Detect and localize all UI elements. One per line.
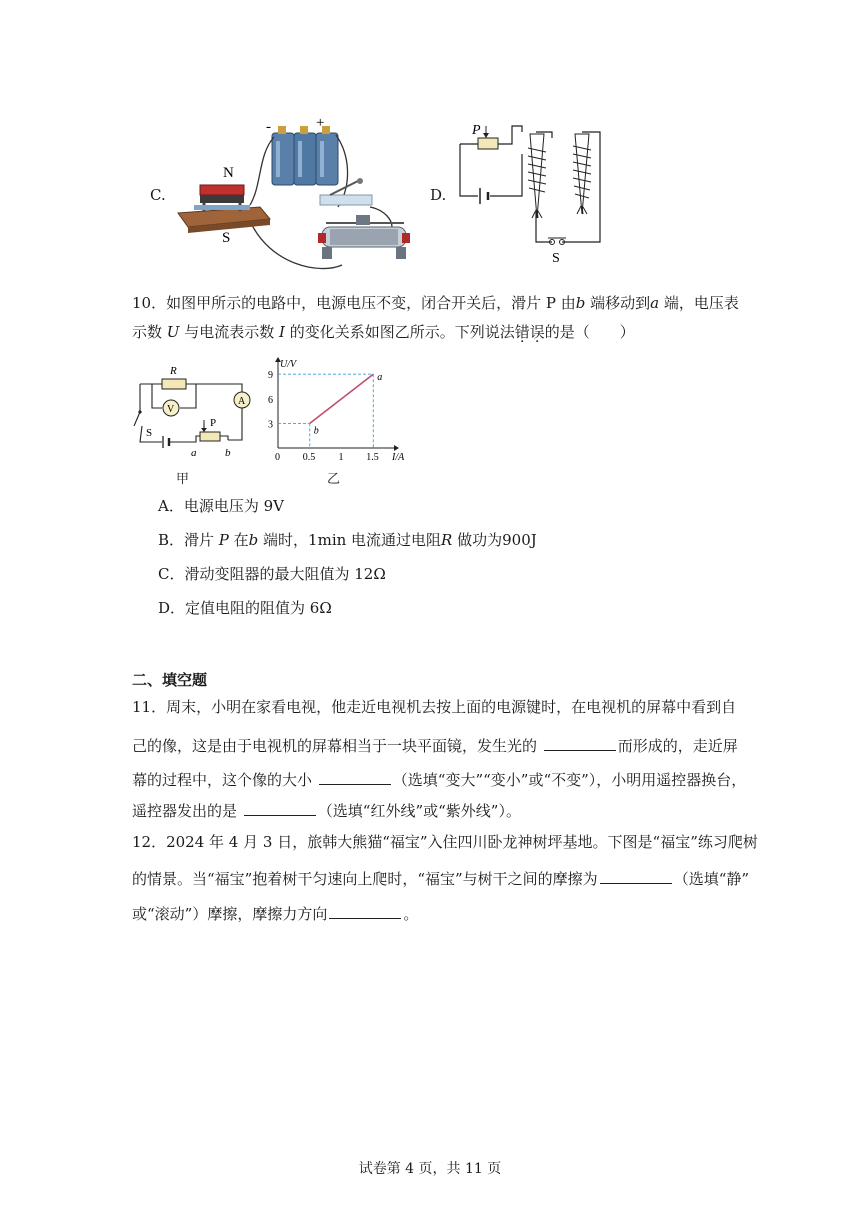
q11-text: （选填“变大”“变小”或“不变”），小明用遥控器换台， (392, 771, 747, 789)
figure-d-circuit-diagram (450, 118, 610, 268)
option-b-text: 做功为900J (452, 531, 537, 549)
y-tick-label: 9 (268, 370, 273, 382)
figure-yi-chart (262, 358, 405, 463)
q10-text: 端移动到 (585, 294, 651, 312)
electromagnet-nails (528, 134, 591, 218)
option-a-text: A．电源电压为 9V (158, 497, 284, 515)
answer-blank-5[interactable] (329, 902, 401, 919)
q12-text: 。 (403, 905, 419, 923)
answer-blank-2[interactable] (319, 768, 391, 785)
q10-var-b: b (575, 294, 586, 312)
figure-jia-caption: 甲 (176, 472, 190, 487)
y-axis-label: U/V (280, 359, 297, 370)
q11-text: 幕的过程中，这个像的大小 (132, 771, 313, 789)
x-tick-label: 1.5 (366, 452, 379, 463)
chart-series (310, 374, 374, 423)
sliding-rheostat (318, 215, 410, 259)
option-d-text: D．定值电阻的阻值为 6Ω (158, 599, 332, 617)
x-tick-label: 0.5 (302, 452, 316, 463)
q10-text: 的是（ ） (544, 323, 635, 341)
q12-text: 或“滚动”）摩擦，摩擦力方向 (132, 905, 328, 923)
q11-line-3 (132, 768, 746, 791)
chart-axes (275, 357, 399, 451)
switch-s-label: S (552, 251, 560, 266)
q11-text: 遥控器发出的是 (132, 802, 238, 820)
voltmeter-v-label: V (167, 404, 175, 415)
q10-line-2 (132, 321, 635, 343)
q11-line-4 (132, 799, 521, 822)
q10-option-c[interactable] (158, 563, 386, 585)
q10-text: 的变化关系如图乙所示。下列说法 (284, 323, 515, 341)
option-b-var-p: P (218, 531, 229, 549)
q10-text: 10．如图甲所示的电路中，电源电压不变，闭合开关后，滑片 P 由 (132, 294, 576, 312)
option-b-text: 端时，1min 电流通过电阻 (258, 531, 442, 549)
q11-line-1: 11．周末，小明在家看电视，他走近电视机去按上面的电源键时，在电视机的屏幕中看到自 (132, 698, 737, 716)
x-axis-label: I/A (392, 452, 405, 463)
horseshoe-magnet (178, 185, 270, 233)
resistor-r-label: R (170, 365, 177, 377)
q10-var-i: I (278, 323, 285, 341)
option-c-text: C．滑动变阻器的最大阻值为 12Ω (158, 565, 386, 583)
y-tick-label: 3 (268, 419, 273, 431)
battery-pack (272, 126, 338, 185)
q10-line-1 (132, 292, 739, 314)
q12-line-3 (132, 902, 418, 925)
magnet-n-label: N (223, 165, 234, 181)
end-b-label: b (225, 447, 231, 459)
switch-s-label: S (146, 427, 153, 439)
option-d-label: D. (430, 186, 447, 204)
answer-blank-3[interactable] (244, 799, 316, 816)
slider-p-label: P (210, 417, 217, 429)
q10-option-a[interactable] (158, 495, 284, 517)
q10-text: 示数 (132, 323, 167, 341)
answer-blank-1[interactable] (544, 734, 616, 751)
q12-line-2 (132, 867, 749, 890)
figure-yi-caption: 乙 (327, 472, 341, 487)
q10-text: 与电流表示数 (179, 323, 279, 341)
figure-c-electromagnet-circuit (170, 115, 430, 285)
q11-text: 己的像，这是由于电视机的屏幕相当于一块平面镜，发生光的 (132, 737, 538, 755)
battery-minus: - (266, 119, 271, 135)
point-label-b: b (313, 425, 319, 437)
ammeter-a-label: A (238, 396, 246, 407)
section-title: 二、填空题 (132, 671, 208, 689)
battery-plus: + (316, 115, 325, 131)
x-axis-arrow (394, 445, 399, 451)
q11-text: 而形成的，走近屏 (617, 737, 738, 755)
x-tick-label: 1 (338, 452, 344, 463)
option-b-var-b: b (248, 531, 259, 549)
answer-blank-4[interactable] (600, 867, 672, 884)
option-b-var-r: R (441, 531, 453, 549)
option-c-label: C. (150, 186, 166, 204)
end-a-label: a (191, 447, 197, 459)
x-tick-label: 0 (275, 452, 280, 463)
point-label-a: a (377, 372, 383, 384)
q10-option-b[interactable] (158, 529, 537, 551)
y-tick-label: 6 (268, 394, 273, 406)
series-line (310, 374, 374, 423)
option-b-text: 在 (228, 531, 249, 549)
option-b-text: B．滑片 (158, 531, 219, 549)
q12-line-1: 12．2024 年 4 月 3 日，旅韩大熊猫“福宝”入住四川卧龙神树坪基地。下图是“福宝”练习爬树 (132, 833, 758, 851)
q12-text: 的情景。当“福宝”抱着树干匀速向上爬时，“福宝”与树干之间的摩擦为 (132, 870, 598, 888)
slider-p-label: P (472, 123, 481, 138)
q10-text: 端，电压表 (659, 294, 739, 312)
q12-text: （选填“静” (673, 870, 750, 888)
q11-line-2 (132, 734, 738, 757)
magnet-s-label: S (222, 230, 231, 246)
q10-var-u: U (166, 323, 180, 341)
figure-jia-circuit (132, 362, 262, 474)
q10-option-d[interactable] (158, 597, 332, 619)
emphasis-char: 错 (514, 323, 530, 341)
q10-var-a: a (650, 294, 660, 312)
q11-text: （选填“红外线”或“紫外线”）。 (317, 802, 521, 820)
emphasis-char: 误 (529, 323, 545, 341)
page-footer: 试卷第 4 页，共 11 页 (358, 1161, 502, 1177)
